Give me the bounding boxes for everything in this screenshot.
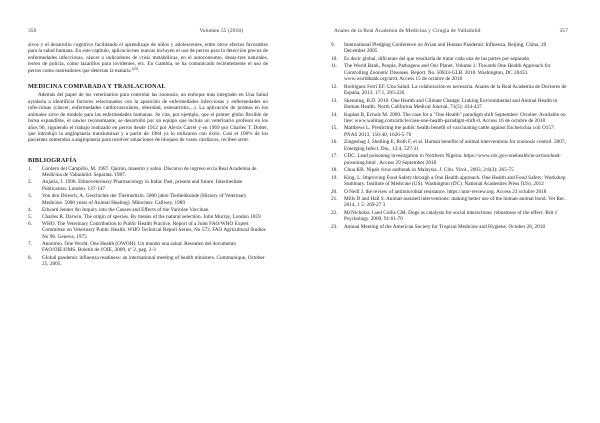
reference-number: 3. — [28, 193, 32, 200]
reference-item — [28, 207, 268, 213]
running-head: Volumen 55 (2018) — [199, 28, 243, 34]
reference-text: King, L. Improving Food Safety through a One Health approach. One Health and Food Safety: Workshop Summary. Institute of Medicine (US). Washington (DC). National Academies Press (US). 2012 — [344, 174, 566, 188]
reference-item — [328, 139, 568, 152]
bibliography-heading: BIBLIOGRAFÍA — [28, 156, 77, 164]
reference-text: Global pandemic influenza readiness: an international meeting of health ministers. Communique, October 25, 2005. — [42, 254, 265, 268]
reference-text: O Neill J. the review of antimicrobial resistance. https://amr-review.org. Access 23 octubre 2018 — [344, 188, 547, 195]
reference-list — [328, 42, 568, 230]
reference-text: WHO, The Veterinary Contribution to Public Health Practice. Report of a Joint FAO/WHO Expert Committee on Veterinary Public Health. WHO Technical Report Series, No 573. FAO Agricultural Studies No 96. Geneva, 1975 — [42, 220, 266, 240]
page-body — [28, 42, 268, 268]
reference-item — [28, 214, 268, 220]
reference-number: 19. — [331, 174, 338, 181]
reference-number: 2. — [28, 179, 32, 186]
reference-number: 16. — [331, 139, 338, 146]
reference-number: 4. — [28, 206, 32, 213]
citation-superscript: (23) — [131, 66, 138, 71]
reference-text: Rodríguez Ferri EF. Una Salud. La colaboración es necesaria. Anales de la Real Academia de Doctores de España, 2013, 17:1, 205-226 — [344, 83, 567, 97]
page-body — [328, 42, 568, 231]
reference-item — [328, 84, 568, 97]
reference-number: 15. — [331, 125, 338, 132]
reference-text: Annual Meeting of the American Society for Tropical Medicine and Hygiene. October 28, 2018 — [344, 223, 546, 230]
reference-number: 1. — [28, 165, 32, 172]
reference-number: 23. — [331, 223, 338, 230]
reference-item — [328, 224, 568, 230]
reference-item — [28, 179, 268, 192]
page-number: 357 — [559, 28, 568, 34]
reference-item — [328, 167, 568, 173]
reference-text: CDC. Lead poisoning investigation in Northern Nigeria. https://www.cdc.gov/onehealth/in-action/lead-poisoning.html . Access 29 September 2018 — [344, 153, 562, 166]
running-head: Anales de la Real Academia de Medicina y Cirugía de Valladolid — [334, 28, 481, 34]
reference-number: 13. — [331, 97, 338, 104]
reference-number: 18. — [331, 167, 338, 174]
reference-number: 21. — [331, 195, 338, 202]
reference-text: McNicholas J and Collis GM. Dogs as catalysts for social interactions: robustness of the effect. Brit J Psychology. 2000, 91:61-70 — [344, 209, 557, 223]
reference-text: Kaplan B, Echols M. 2009. The case for a "One Health" paradigm shift September/ October. Available on line: www.walmag.com/article/case-one-health-paradigm-shift-0. Access 16 de octubre de 2018 — [344, 111, 566, 124]
reference-item — [328, 56, 568, 62]
reference-item — [28, 166, 268, 179]
reference-text: Skenning, B.D. 2010. One Health and Climate Change: Linking Environmental and Animal Health to Human Health. North California Medical Journal, 71(5): 434-437 — [344, 97, 558, 111]
page-header — [28, 26, 268, 36]
reference-item — [328, 210, 568, 223]
reference-text: Es decir global, difícenne del que resultaría de tratar cada una de las partes por separado — [344, 55, 530, 62]
reference-item — [328, 189, 568, 195]
reference-text: Matthews L. Predicting the public health benefit of vaccinating cattle against Escherichia coli O157. PNAS 2013, 150-40, 1626-5-70 — [344, 125, 555, 138]
intro-paragraph: sivos y el desarrollo cognitivo facilitando el aprendizaje de niños y adolescentes, entre otros efectos favorables para la salud humana. En este capítulo, aplicacio-nes nuevas incluyen el uso de perros para la detección precoz de enfermedades infecciosas, cáncer o indicadores de crisis metabólicas, en el autoconsumo, desas-tres naturales, terreo de policía, como lazarillos para invidentes, etc. En Gambia, se ha comunicado recientemente el uso de perros como rastreadores que detectan la malaria $^{(23)}$. — [28, 42, 268, 74]
left-page — [28, 0, 268, 423]
reference-item — [328, 63, 568, 82]
reference-item — [28, 241, 268, 254]
reference-text: Anjaria, J. 1996. Ethnoveterinary Pharmacology in India: Past, present and future. Intermediate Publication. London. 137-147 — [42, 179, 243, 192]
reference-item — [328, 175, 568, 188]
reference-item — [328, 112, 568, 125]
reference-item — [328, 153, 568, 166]
reference-text: Cordero del Campillo, M. 1987. Quirón, maestro y sabio. Discurso de ingreso en la Real Academia de Medicina de Valladolid. Separata. 1987. — [42, 165, 257, 179]
reference-number: 20. — [331, 188, 338, 195]
reference-item — [328, 125, 568, 138]
reference-text: Edward Jenner An Inquiry into the Causes and Effects of the Variolae Vaccinae. — [42, 206, 210, 213]
reference-item — [28, 221, 268, 240]
reference-item — [28, 193, 268, 206]
reference-item — [328, 196, 568, 209]
reference-number: 12. — [331, 83, 338, 90]
reference-number: 17. — [331, 153, 338, 160]
reference-item — [328, 42, 568, 55]
reference-number: 10. — [331, 55, 338, 62]
reference-text: Mills D and Hall S. Animal-assisted interventions: making better use of the human-animal bond. Vet Rec. 2014, 1 5: 269-27 3 — [344, 195, 566, 209]
reference-number: 5. — [28, 213, 32, 220]
page-header — [328, 26, 568, 36]
page-number: 356 — [28, 28, 37, 34]
reference-number: 9. — [331, 42, 335, 48]
reference-text: Chua KB. Nipah virus outbreak in Malaysia. J. Clin. Virol., 2003, 2:6(3): 265-75 — [344, 167, 514, 174]
reference-item — [28, 255, 268, 268]
reference-text: International Pledging Conference on Avian and Human Pandemic Influenza, Beijing, China, 20 December 2005 — [344, 42, 547, 55]
reference-list — [28, 166, 268, 268]
section-paragraph: Además del papel de los veterinarios para controlar las zoonosis, un enfoque más integrado en Una Salud ayudaría a identificar factores relacionados con la aparición de enfermedades infecciosas y enfermedades no infecciosas (cáncer, enfermedades cardiovasculares, obesidad, osteoartritis,...). La aplicación de proteas en los animales sirve de modelo para las enfermedades humanas. Se cita, por ejemplo, que el primer globo flexible de bolsa expandible, el sawier reconomante, se desarrolló por un equipo que incluía un veterinario profesor en los años 90, siguiendo el trabajo realizado en perros desde 1912 por Alexis Carrel y en 1969 por Charles T. Dotter, que introdujo la angioplastia transluminal y a partir de 1984 ya lo utilizaron con éxito. Casi el 100% de los pacientes sometidos a angioplastia para resolver situaciones de bloqueo de vasos cardíacos, reciben stent. — [28, 92, 268, 144]
reference-number: 22. — [331, 209, 338, 216]
reference-text: Anonimo. One World, One Health (OWOH). Un mundo una salud. Resumen del documento FAO/OIE/OMS. Boletín de l'OIE, 2009, nº 2, pag. 2-3 — [42, 241, 236, 254]
section-heading: MEDICINA COMPARADA Y TRASLACIONAL — [28, 83, 166, 91]
reference-number: 11. — [331, 63, 338, 70]
reference-text: Zingeshag J, Shelling E, Roth F, et al. Human benefits of animal interventions for zoonosis control. 2007, Emerging Infect. Dis., 13:4, 527-31 — [344, 139, 566, 152]
reference-text: The World Bank, People, Pathogens and Our Planet. Volume 1: Towards One Health Approach for Controlling Zoonotic Diseases. Report. No. 50833-GLB. 2010. Washington, DC 20433. www.worldbank.org/arrd. Access 15 de octubre de 2018 — [344, 63, 551, 83]
reference-text: Charles R. Darwin. The origin of species. By means of the natural selection. John Murray, London 1859 — [42, 213, 261, 220]
reference-item — [328, 98, 568, 111]
reference-number: 6. — [28, 220, 32, 227]
reference-number: 8. — [28, 254, 32, 261]
right-page — [328, 0, 568, 423]
reference-text: Von den Driesch, A. Geschichte der Tiermedizin. 5000 jahre Tierheilkunde (History of Veterinary Medicine. 5000 years of Animal Healing). München: Callwey, 1989 — [42, 193, 247, 206]
reference-number: 7. — [28, 241, 32, 247]
reference-number: 14. — [331, 111, 338, 118]
